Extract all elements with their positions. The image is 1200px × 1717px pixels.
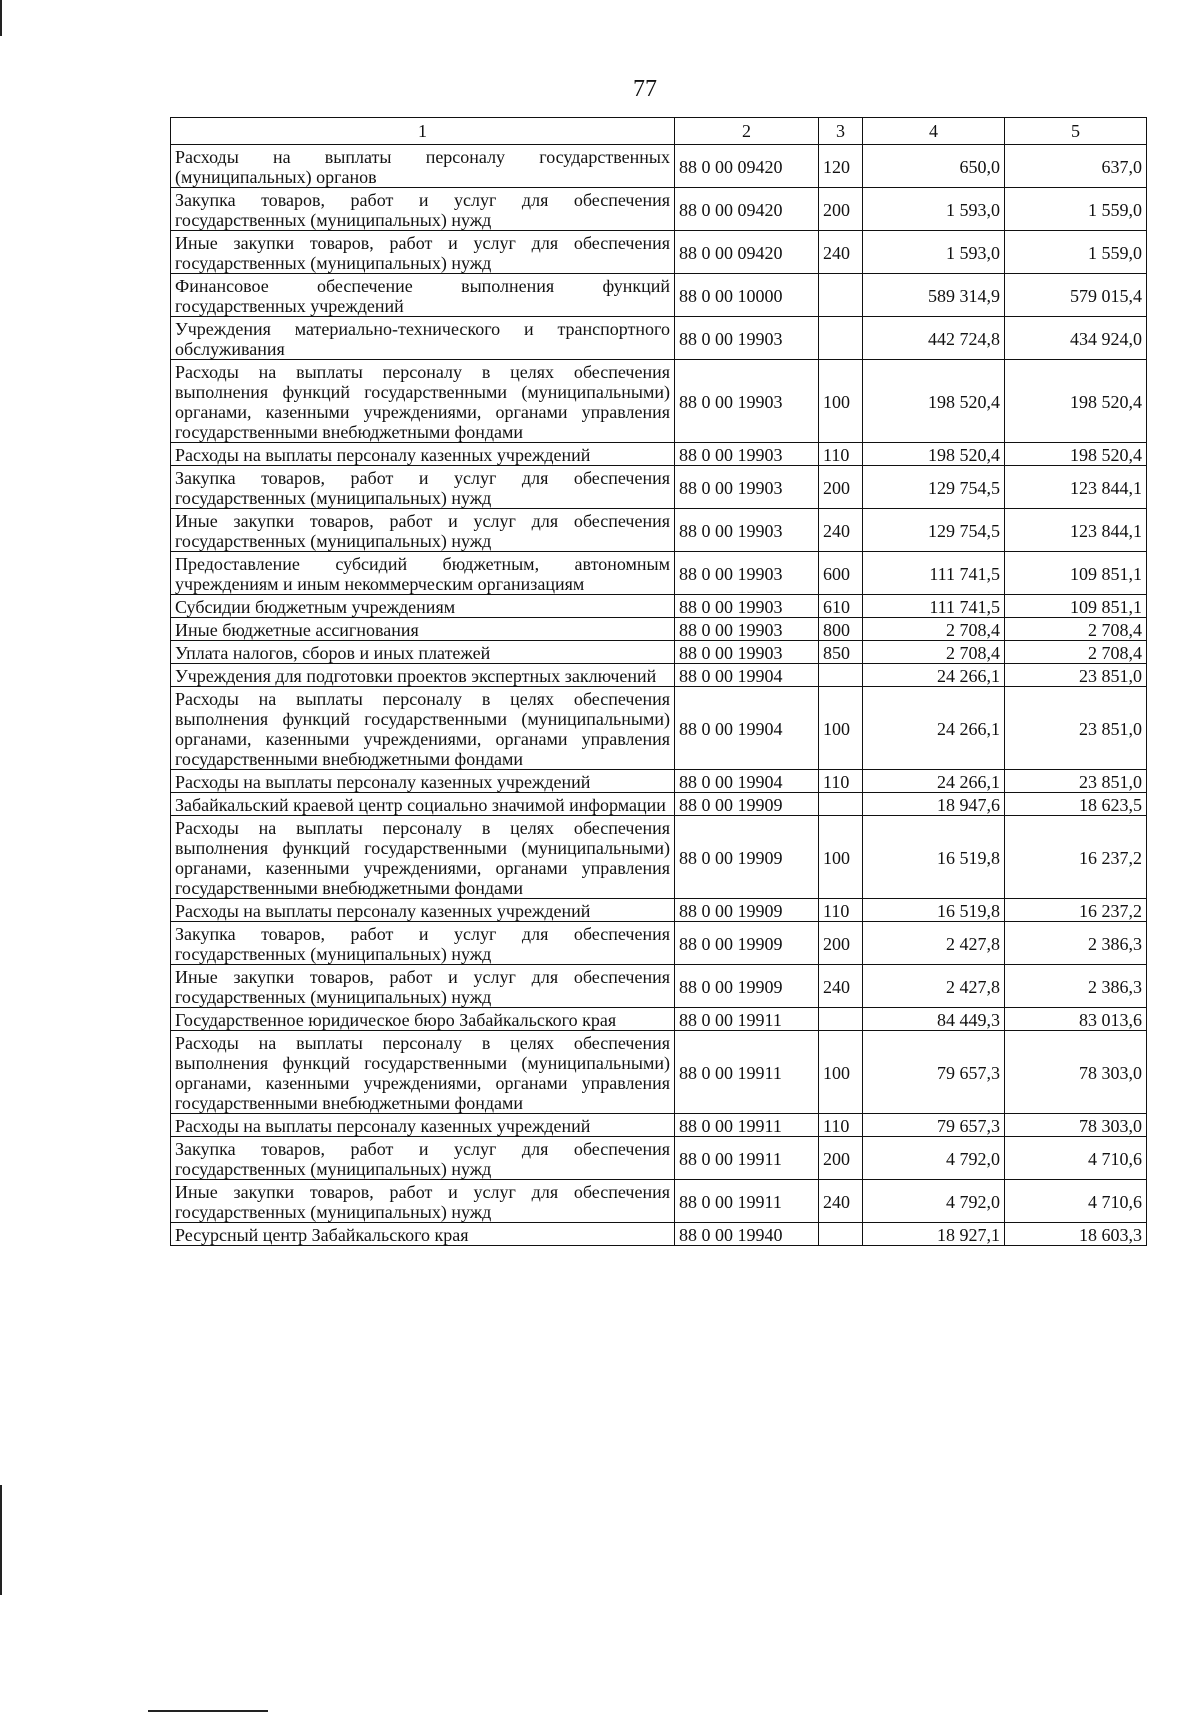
row-code: 88 0 00 19911 (675, 1137, 819, 1180)
row-value-5: 1 559,0 (1005, 188, 1147, 231)
row-value-4: 589 314,9 (863, 274, 1005, 317)
row-value-5: 198 520,4 (1005, 360, 1147, 443)
row-name: Закупка товаров, работ и услуг для обеспечения государственных (муниципальных) нужд (171, 922, 675, 965)
row-code: 88 0 00 19940 (675, 1223, 819, 1246)
row-value-4: 79 657,3 (863, 1031, 1005, 1114)
row-value-5: 78 303,0 (1005, 1114, 1147, 1137)
table-row (171, 466, 1147, 509)
row-value-5: 78 303,0 (1005, 1031, 1147, 1114)
row-type: 200 (819, 922, 863, 965)
row-name: Закупка товаров, работ и услуг для обеспечения государственных (муниципальных) нужд (171, 188, 675, 231)
row-value-4: 198 520,4 (863, 443, 1005, 466)
row-type (819, 1223, 863, 1246)
row-value-5: 4 710,6 (1005, 1180, 1147, 1223)
row-name: Иные закупки товаров, работ и услуг для обеспечения государственных (муниципальных) нужд (171, 965, 675, 1008)
row-type: 120 (819, 145, 863, 188)
row-name: Уплата налогов, сборов и иных платежей (171, 641, 675, 664)
row-code: 88 0 00 19911 (675, 1031, 819, 1114)
row-value-5: 109 851,1 (1005, 552, 1147, 595)
table-row (171, 1137, 1147, 1180)
table-row (171, 770, 1147, 793)
table-row (171, 1031, 1147, 1114)
row-value-4: 198 520,4 (863, 360, 1005, 443)
row-type: 200 (819, 1137, 863, 1180)
table-row (171, 922, 1147, 965)
row-type: 100 (819, 1031, 863, 1114)
row-code: 88 0 00 19909 (675, 922, 819, 965)
row-name: Расходы на выплаты персоналу казенных учреждений (171, 443, 675, 466)
row-value-5: 23 851,0 (1005, 687, 1147, 770)
row-name: Иные закупки товаров, работ и услуг для обеспечения государственных (муниципальных) нужд (171, 1180, 675, 1223)
table-row (171, 360, 1147, 443)
row-name: Ресурсный центр Забайкальского края (171, 1223, 675, 1246)
row-type: 200 (819, 466, 863, 509)
row-type (819, 664, 863, 687)
scan-edge-mark-bottom (148, 1710, 268, 1712)
row-name: Расходы на выплаты персоналу в целях обеспечения выполнения функций государственными (муниципальными) органами, казенными учреждениями, органами управления государственными внебюджетными фондами (171, 816, 675, 899)
row-value-4: 111 741,5 (863, 595, 1005, 618)
row-value-4: 24 266,1 (863, 687, 1005, 770)
table-row (171, 317, 1147, 360)
row-code: 88 0 00 09420 (675, 145, 819, 188)
row-name: Предоставление субсидий бюджетным, автономным учреждениям и иным некоммерческим организациям (171, 552, 675, 595)
row-code: 88 0 00 19903 (675, 466, 819, 509)
row-type: 240 (819, 965, 863, 1008)
row-value-4: 1 593,0 (863, 231, 1005, 274)
table-row (171, 1180, 1147, 1223)
row-name: Расходы на выплаты персоналу государственных (муниципальных) органов (171, 145, 675, 188)
row-name: Учреждения материально-технического и транспортного обслуживания (171, 317, 675, 360)
row-type: 600 (819, 552, 863, 595)
column-header-3: 3 (819, 118, 863, 145)
row-type (819, 793, 863, 816)
row-code: 88 0 00 10000 (675, 274, 819, 317)
scan-edge-mark-left (0, 1485, 2, 1595)
row-value-5: 83 013,6 (1005, 1008, 1147, 1031)
row-value-4: 129 754,5 (863, 466, 1005, 509)
row-value-4: 4 792,0 (863, 1180, 1005, 1223)
row-value-4: 4 792,0 (863, 1137, 1005, 1180)
table-row (171, 595, 1147, 618)
page-number: 77 (633, 76, 657, 102)
row-code: 88 0 00 19909 (675, 965, 819, 1008)
row-name: Расходы на выплаты персоналу в целях обеспечения выполнения функций государственными (муниципальными) органами, казенными учреждениями, органами управления государственными внебюджетными фондами (171, 360, 675, 443)
row-value-4: 129 754,5 (863, 509, 1005, 552)
row-value-5: 123 844,1 (1005, 509, 1147, 552)
row-value-4: 16 519,8 (863, 899, 1005, 922)
row-value-5: 123 844,1 (1005, 466, 1147, 509)
row-name: Учреждения для подготовки проектов экспертных заключений (171, 664, 675, 687)
table-row (171, 1114, 1147, 1137)
row-value-5: 16 237,2 (1005, 816, 1147, 899)
column-header-2: 2 (675, 118, 819, 145)
table-row (171, 816, 1147, 899)
row-code: 88 0 00 19904 (675, 687, 819, 770)
table-row (171, 188, 1147, 231)
row-code: 88 0 00 19904 (675, 664, 819, 687)
table-row (171, 274, 1147, 317)
table-row (171, 145, 1147, 188)
row-code: 88 0 00 19903 (675, 641, 819, 664)
row-value-4: 111 741,5 (863, 552, 1005, 595)
row-type: 110 (819, 1114, 863, 1137)
row-code: 88 0 00 19909 (675, 899, 819, 922)
row-name: Расходы на выплаты персоналу казенных учреждений (171, 1114, 675, 1137)
row-type: 110 (819, 770, 863, 793)
row-name: Расходы на выплаты персоналу в целях обеспечения выполнения функций государственными (муниципальными) органами, казенными учреждениями, органами управления государственными внебюджетными фондами (171, 1031, 675, 1114)
table-row (171, 509, 1147, 552)
row-name: Закупка товаров, работ и услуг для обеспечения государственных (муниципальных) нужд (171, 466, 675, 509)
row-code: 88 0 00 19903 (675, 618, 819, 641)
row-value-4: 650,0 (863, 145, 1005, 188)
row-type: 110 (819, 899, 863, 922)
table-row (171, 664, 1147, 687)
row-value-5: 198 520,4 (1005, 443, 1147, 466)
table-row (171, 641, 1147, 664)
row-name: Расходы на выплаты персоналу в целях обеспечения выполнения функций государственными (муниципальными) органами, казенными учреждениями, органами управления государственными внебюджетными фондами (171, 687, 675, 770)
table-row (171, 231, 1147, 274)
row-value-5: 23 851,0 (1005, 664, 1147, 687)
row-type (819, 317, 863, 360)
column-header-5: 5 (1005, 118, 1147, 145)
row-name: Расходы на выплаты персоналу казенных учреждений (171, 899, 675, 922)
row-value-4: 2 708,4 (863, 641, 1005, 664)
scan-edge-mark-top-left (0, 0, 2, 36)
row-value-4: 2 427,8 (863, 922, 1005, 965)
table-row (171, 618, 1147, 641)
row-code: 88 0 00 19903 (675, 443, 819, 466)
row-value-4: 18 947,6 (863, 793, 1005, 816)
row-type: 240 (819, 231, 863, 274)
row-name: Иные бюджетные ассигнования (171, 618, 675, 641)
table-row (171, 552, 1147, 595)
budget-table (170, 117, 1147, 1246)
row-code: 88 0 00 19903 (675, 552, 819, 595)
row-type: 110 (819, 443, 863, 466)
row-value-5: 2 386,3 (1005, 965, 1147, 1008)
row-type (819, 274, 863, 317)
row-code: 88 0 00 19911 (675, 1114, 819, 1137)
row-value-4: 79 657,3 (863, 1114, 1005, 1137)
row-value-5: 434 924,0 (1005, 317, 1147, 360)
row-type: 240 (819, 1180, 863, 1223)
row-value-4: 16 519,8 (863, 816, 1005, 899)
table-row (171, 443, 1147, 466)
row-value-4: 18 927,1 (863, 1223, 1005, 1246)
row-type (819, 1008, 863, 1031)
row-value-5: 1 559,0 (1005, 231, 1147, 274)
table-row (171, 1008, 1147, 1031)
row-name: Субсидии бюджетным учреждениям (171, 595, 675, 618)
table-row (171, 1223, 1147, 1246)
row-value-4: 442 724,8 (863, 317, 1005, 360)
row-type: 610 (819, 595, 863, 618)
row-type: 100 (819, 816, 863, 899)
row-value-5: 2 708,4 (1005, 618, 1147, 641)
row-code: 88 0 00 09420 (675, 188, 819, 231)
row-value-4: 24 266,1 (863, 770, 1005, 793)
table-header-row (171, 118, 1147, 145)
row-code: 88 0 00 19903 (675, 360, 819, 443)
column-header-4: 4 (863, 118, 1005, 145)
row-value-4: 1 593,0 (863, 188, 1005, 231)
row-type: 200 (819, 188, 863, 231)
row-value-5: 16 237,2 (1005, 899, 1147, 922)
row-code: 88 0 00 19909 (675, 793, 819, 816)
row-code: 88 0 00 19903 (675, 317, 819, 360)
table-row (171, 793, 1147, 816)
row-name: Расходы на выплаты персоналу казенных учреждений (171, 770, 675, 793)
row-value-4: 2 427,8 (863, 965, 1005, 1008)
row-name: Государственное юридическое бюро Забайкальского края (171, 1008, 675, 1031)
row-code: 88 0 00 19911 (675, 1180, 819, 1223)
row-code: 88 0 00 19903 (675, 595, 819, 618)
row-code: 88 0 00 19904 (675, 770, 819, 793)
row-value-5: 109 851,1 (1005, 595, 1147, 618)
row-name: Закупка товаров, работ и услуг для обеспечения государственных (муниципальных) нужд (171, 1137, 675, 1180)
table-row (171, 687, 1147, 770)
row-code: 88 0 00 19911 (675, 1008, 819, 1031)
row-name: Забайкальский краевой центр социально значимой информации (171, 793, 675, 816)
row-value-4: 2 708,4 (863, 618, 1005, 641)
column-header-1: 1 (171, 118, 675, 145)
row-type: 240 (819, 509, 863, 552)
row-name: Финансовое обеспечение выполнения функций государственных учреждений (171, 274, 675, 317)
row-value-4: 84 449,3 (863, 1008, 1005, 1031)
row-value-5: 18 603,3 (1005, 1223, 1147, 1246)
row-value-5: 637,0 (1005, 145, 1147, 188)
row-type: 850 (819, 641, 863, 664)
row-name: Иные закупки товаров, работ и услуг для обеспечения государственных (муниципальных) нужд (171, 509, 675, 552)
row-type: 100 (819, 360, 863, 443)
row-value-4: 24 266,1 (863, 664, 1005, 687)
row-type: 800 (819, 618, 863, 641)
row-name: Иные закупки товаров, работ и услуг для обеспечения государственных (муниципальных) нужд (171, 231, 675, 274)
row-value-5: 23 851,0 (1005, 770, 1147, 793)
row-value-5: 18 623,5 (1005, 793, 1147, 816)
row-code: 88 0 00 19909 (675, 816, 819, 899)
table-row (171, 899, 1147, 922)
table-row (171, 965, 1147, 1008)
row-value-5: 2 708,4 (1005, 641, 1147, 664)
row-code: 88 0 00 09420 (675, 231, 819, 274)
row-code: 88 0 00 19903 (675, 509, 819, 552)
row-value-5: 579 015,4 (1005, 274, 1147, 317)
row-type: 100 (819, 687, 863, 770)
row-value-5: 4 710,6 (1005, 1137, 1147, 1180)
row-value-5: 2 386,3 (1005, 922, 1147, 965)
